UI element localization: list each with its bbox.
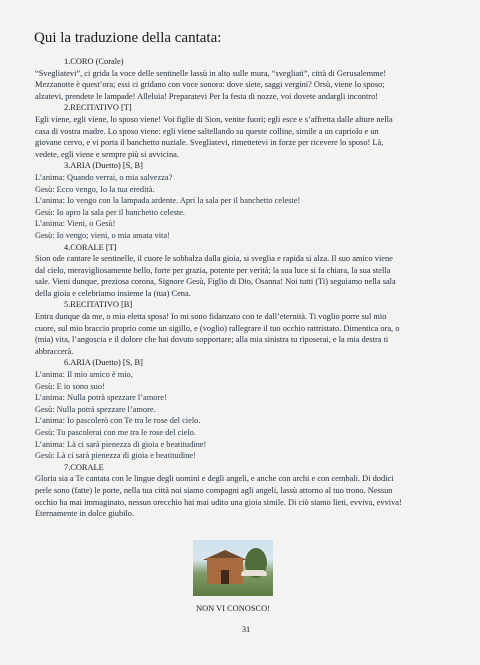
text-line: dal cielo, meravigliosamente bello, forte per grazia, potente per verità; la sua luce si fa chiara, la sua stella xyxy=(35,265,391,275)
section-block xyxy=(35,102,453,160)
section-block xyxy=(35,242,453,300)
text-line: occhio ha mai immaginato, nessun orecchio hai mai udito una gioia simile. Di ciò siamo lieti, evviva, evviva! xyxy=(35,497,402,507)
text-line: “Svegliatevi”, ci grida la voce delle sentinelle lassù in alto sulle mura, “svegliati”, città di Gerusalemme! xyxy=(35,68,387,78)
section-block xyxy=(35,299,453,357)
section-heading: 2.RECITATIVO [T] xyxy=(64,103,132,113)
text-line: L’anima: Nulla potrà spezzare l’amore! xyxy=(35,393,167,403)
text-line: Sion ode cantare le sentinelle, il cuore le sobbalza dalla gioia, si sveglia e rapida si alza. Il suo amico viene xyxy=(35,254,393,264)
text-line: casa di vostra madre. Lo sposo viene: egli viene saltellando su queste colline, simile a un capriolo e un xyxy=(35,126,379,136)
text-line: Gesù: Io vengo; vieni, o mia amata vita! xyxy=(35,230,170,240)
section-heading: 1.CORO (Corale) xyxy=(64,57,124,66)
text-line: vedete, egli viene e sempre più si avvicina. xyxy=(35,149,179,159)
photo-caption: NON VI CONOSCO! xyxy=(196,604,270,613)
section-text xyxy=(35,473,453,519)
section-block xyxy=(35,160,453,241)
text-line: giovane cervo, e vi porta il banchetto nuziale. Svegliatevi, rimettetevi in forze per ricevere lo sposo! Là, xyxy=(35,138,384,148)
text-line: Gesù: Là ci sarà pienezza di gioia e beatitudine! xyxy=(35,451,196,461)
section-text xyxy=(35,369,453,462)
text-line: Gesù: E io sono suo! xyxy=(35,381,105,391)
text-line: abbraccerà. xyxy=(35,346,74,356)
page-title: Qui la traduzione della cantata: xyxy=(34,30,222,46)
section-text xyxy=(35,311,453,357)
text-line: sale. Vieni dunque, preziosa corona, Signore Gesù, Figlio di Dio, Osanna! Noi tutti (Ti) seguiamo nella sala xyxy=(35,277,396,287)
text-line: L’anima: Vieni, o Gesù! xyxy=(35,219,116,229)
section-block xyxy=(35,56,453,102)
section-heading: 4.CORALE [T] xyxy=(64,242,117,252)
section-heading: 5.RECITATIVO [B] xyxy=(64,300,133,310)
garden-house-photo xyxy=(193,540,273,596)
text-line: della gioia e celebriamo insieme la (tua) Cena. xyxy=(35,288,191,298)
text-line: L’anima: Io pascolerò con Te tra le rose del cielo. xyxy=(35,416,201,426)
text-line: cuore, sul mio braccio proprio come un sigillo, e (voglio) rallegrare il tuo occhio rattristato. Dimentica ora, o xyxy=(35,323,400,333)
section-block xyxy=(35,357,453,461)
text-line: (mia) vita, l’angoscia e il dolore che hai dovuto sopportare; alla mia sinistra tu riposerai, e la mia destra ti xyxy=(35,335,389,345)
section-heading: 7.CORALE xyxy=(64,462,104,472)
page-number: 31 xyxy=(241,625,251,634)
text-line: perle sono (fatte) le porte, nella tua città noi siamo compagni agli angeli, lassù attorno al tuo trono. Nessun xyxy=(35,485,393,495)
text-line: L’anima: Quando verrai, o mia salvezza? xyxy=(35,172,173,182)
text-line: Gesù: Ecco vengo, Io la tua eredità. xyxy=(35,184,155,194)
umbrella-shape xyxy=(241,570,267,576)
section-heading: 3.ARIA (Duetto) [S, B] xyxy=(64,161,143,171)
text-line: Gesù: Tu pascolerai con me tra le rose del cielo. xyxy=(35,428,196,437)
cantata-text xyxy=(35,56,453,520)
text-line: Mezzanotte è quest’ora; essi ci gridano con voce sonora: dove siete, saggi vergini? Orsù, viene lo sposo; xyxy=(35,80,385,90)
text-line: Gesù: Nulla potrà spezzare l’amore. xyxy=(35,404,156,414)
text-line: Gloria sia a Te cantata con le lingue degli uomini e degli angeli, e anche con archi e con cembali. Di dodici xyxy=(35,474,394,484)
section-block xyxy=(35,462,453,520)
text-line: Entra dunque da me, o mia eletta sposa! Io mi sono fidanzato con te dall’eternità. Ti voglio porre sul mio xyxy=(35,312,387,322)
text-line: Gesù: Io apro la sala per il banchetto celeste. xyxy=(35,207,185,217)
text-line: L’anima: Là ci sarà pienezza di gioia e beatitudine! xyxy=(35,439,207,449)
text-line: Eternamente in dolce giubilo. xyxy=(35,509,135,519)
text-line: L’anima: Il mio amico è mio, xyxy=(35,370,133,380)
text-line: alzatevi, prendete le lampade! Alleluia! Preparatevi Per la festa di nozze, voi dovete andargli incontro! xyxy=(35,91,379,101)
section-text xyxy=(35,68,453,103)
text-line: L’anima: Io vengo con la lampada ardente. Apri la sala per il banchetto celeste! xyxy=(35,196,301,206)
text-line: Egli viene, egli viene, lo sposo viene! Voi figlie di Sion, venite fuori; egli esce e s’affretta dalle alture nella xyxy=(35,114,393,124)
section-text xyxy=(35,172,453,242)
section-heading: 6.ARIA (Duetto) [S, B] xyxy=(64,358,143,368)
door-shape xyxy=(221,570,229,584)
section-text xyxy=(35,253,453,299)
section-text xyxy=(35,114,453,160)
